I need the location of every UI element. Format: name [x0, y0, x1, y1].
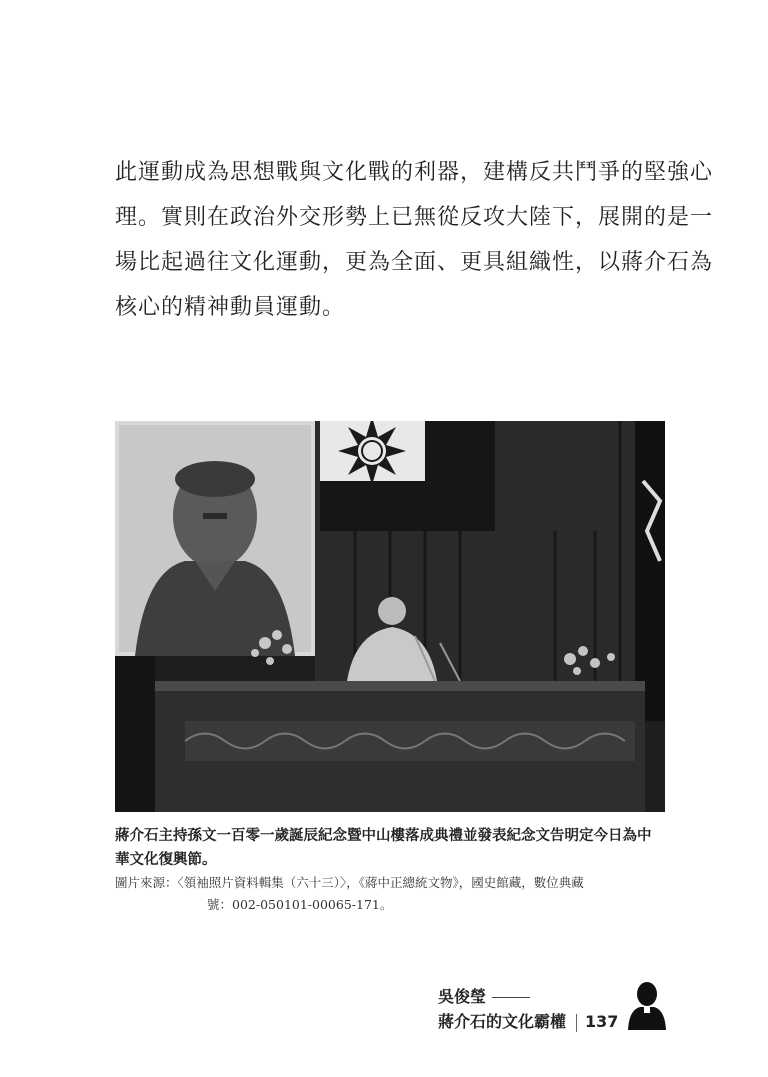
body-line: 此運動成為思想戰與文化戰的利器，建構反共鬥爭的堅強心 [115, 160, 714, 185]
photo-caption [115, 824, 675, 872]
footer-dash [492, 997, 530, 998]
caption-line: 蔣介石主持孫文一百零一歲誕辰紀念暨中山樓落成典禮並發表紀念文告明定今日為中 [115, 828, 652, 844]
source-line: 號：002-050101-00065-171。 [207, 897, 393, 912]
photo-source [115, 872, 680, 916]
running-footer-title [438, 1009, 618, 1032]
page-number: 137 [585, 1012, 619, 1031]
running-footer-author [438, 984, 530, 1007]
source-line: 圖片來源：〈領袖照片資料輯集（六十三）〉，《蔣中正總統文物》，國史館藏，數位典藏 [115, 875, 584, 890]
body-line: 場比起過往文化運動，更為全面、更具組織性，以蔣介石為 [115, 250, 714, 275]
body-paragraph [115, 150, 714, 330]
author-name: 吳俊瑩 [438, 987, 487, 1006]
ceremony-photo-illustration [115, 421, 665, 812]
book-title: 蔣介石的文化霸權 [438, 1012, 567, 1031]
historical-photo [115, 421, 665, 812]
footer-separator [576, 1014, 577, 1032]
body-line: 核心的精神動員運動。 [115, 295, 346, 320]
caption-line: 華文化復興節。 [115, 852, 217, 868]
body-line: 理。實則在政治外交形勢上已無從反攻大陸下，展開的是一 [115, 205, 714, 230]
chiang-silhouette-icon [626, 980, 668, 1030]
